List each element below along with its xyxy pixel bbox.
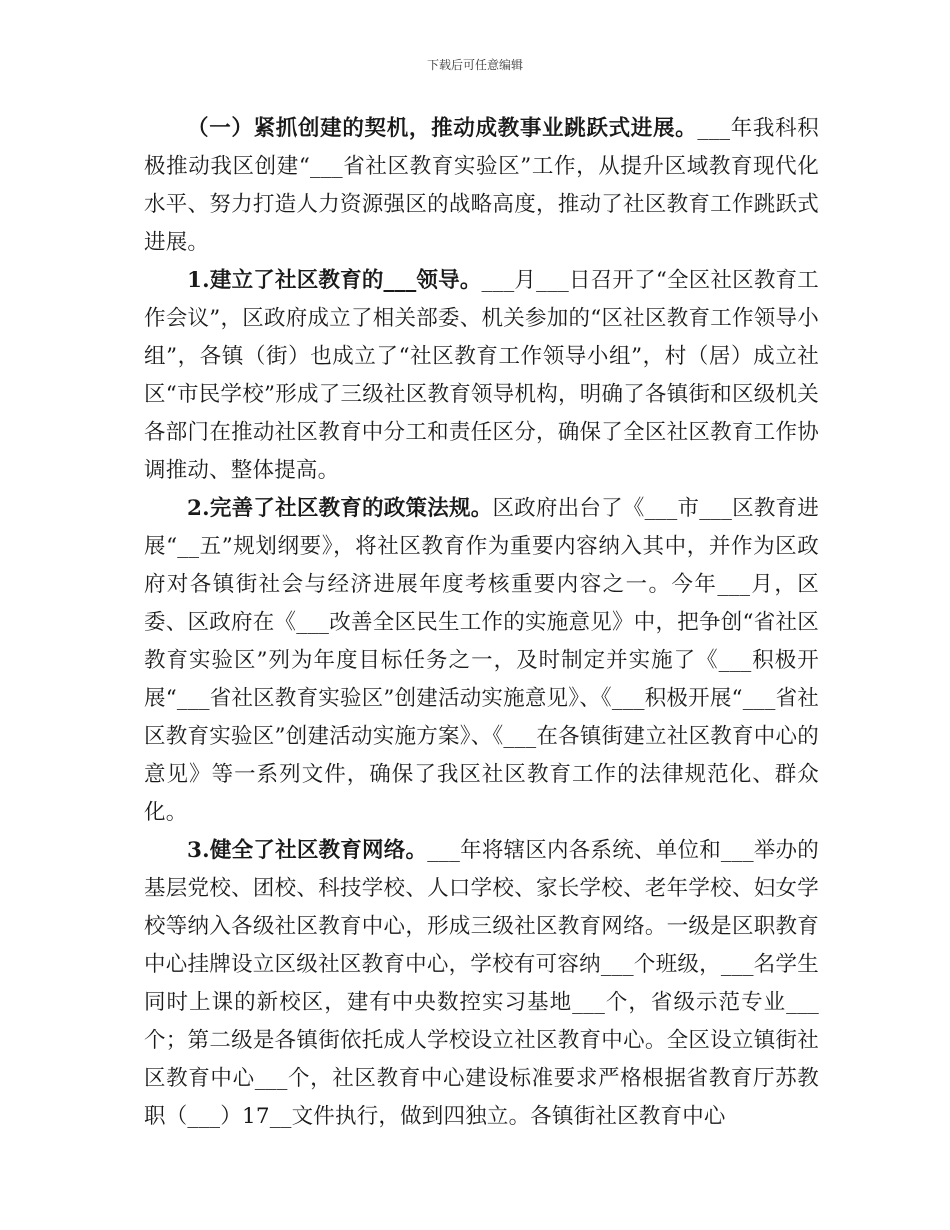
document-body — [144, 110, 819, 1136]
paragraph-intro — [144, 110, 819, 262]
paragraph-heading: 3.健全了社区教育网络。 — [187, 838, 428, 863]
paragraph-heading: （一）紧抓创建的契机，推动成教事业跳跃式进展。 — [187, 116, 698, 141]
paragraph-network — [144, 832, 819, 1136]
paragraph-text: ___年我科积极推动我区创建“___省社区教育实验区”工作，从提升区域教育现代化水平、努力打造人力资源强区的战略高度，推动了社区教育工作跳跃式进展。 — [144, 116, 820, 255]
paragraph-text: 区政府出台了《___市___区教育进展“__五”规划纲要》，将社区教育作为重要内容纳入其中，并作为区政府对各镇街社会与经济进展年度考核重要内容之一。今年___月，区委、区政府在《___改善全区民生工作的实施意见》中，把争创“省社区教育实验区”列为年度目标任务之一，及时制定并实施了《___积极开展“___省社区教育实验区”创建活动实施意见》、《___积极开展“___省社区教育实验区”创建活动实施方案》、《___在各镇街建立社区教育中心的意见》等一系列文件，确保了我区社区教育工作的法律规范化、群众化。 — [144, 496, 819, 825]
paragraph-text: ___年将辖区内各系统、单位和___举办的基层党校、团校、科技学校、人口学校、家长学校、老年学校、妇女学校等纳入各级社区教育中心，形成三级社区教育网络。一级是区职教育中心挂牌设立区级社区教育中心，学校有可容纳___个班级，___名学生同时上课的新校区，建有中央数控实习基地___个，省级示范专业___个；第二级是各镇街依托成人学校设立社区教育中心。全区设立镇街社区教育中心___个，社区教育中心建设标准要求严格根据省教育厅苏教职（___）17__文件执行，做到四独立。各镇街社区教育中心 — [144, 838, 819, 1129]
paragraph-heading: 1.建立了社区教育的___领导。 — [187, 268, 482, 293]
paragraph-policy — [144, 490, 819, 832]
paragraph-leadership — [144, 262, 819, 490]
page-header: 下载后可任意编辑 — [426, 58, 523, 72]
paragraph-heading: 2.完善了社区教育的政策法规。 — [187, 496, 493, 521]
paragraph-text: ___月___日召开了“全区社区教育工作会议”，区政府成立了相关部委、机关参加的“区社区教育工作领导小组”，各镇（街）也成立了“社区教育工作领导小组”，村（居）成立社区“市民学校”形成了三级社区教育领导机构，明确了各镇街和区级机关各部门在推动社区教育中分工和责任区分，确保了全区社区教育工作协调推动、整体提高。 — [144, 268, 819, 483]
